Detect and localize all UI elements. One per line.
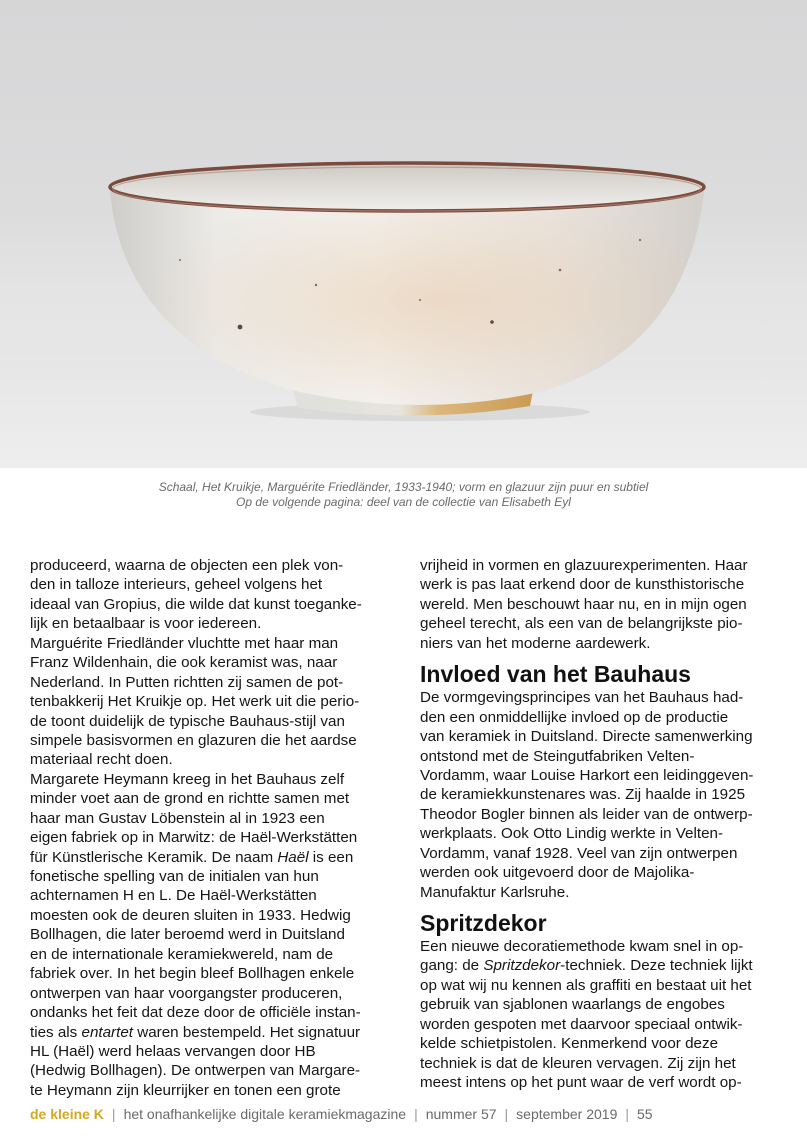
text-line: De vormgevingsprincipes van het Bauhaus had-: [420, 689, 744, 707]
text-line: techniek is dat de kleuren vervagen. Zij zijn het: [420, 1054, 736, 1072]
magazine-brand: de kleine K: [30, 1106, 104, 1122]
text-line: niers van het moderne aardewerk.: [420, 634, 651, 652]
text-line: HL (Haël) werd helaas vervangen door HB: [30, 1042, 316, 1060]
text-line: Bollhagen, die later beroemd werd in Duitsland: [30, 926, 345, 944]
text-segment: is een: [308, 848, 354, 866]
text-line: Theodor Bogler binnen als leider van de ontwerp-: [420, 805, 753, 823]
page-number: 55: [637, 1106, 653, 1122]
italic-term: entartet: [81, 1023, 134, 1041]
italic-term: Haël: [277, 848, 309, 866]
section-heading-bauhaus: Invloed van het Bauhaus: [420, 661, 691, 688]
page-footer: [30, 1105, 790, 1123]
text-segment: ties als: [30, 1023, 82, 1041]
text-segment: waren bestempeld. Het signatuur: [133, 1023, 361, 1041]
footer-separator: |: [625, 1106, 629, 1122]
bowl-photo: [0, 0, 807, 468]
text-line: werk is pas laat erkend door de kunsthistorische: [420, 576, 745, 594]
text-line: fonetische spelling van de initialen van hun: [30, 868, 319, 885]
text-line: de keramiekkunstenares was. Zij haalde in 1925: [420, 786, 746, 804]
text-line: kelde schietpistolen. Kenmerkend voor deze: [420, 1035, 719, 1053]
text-line: Een nieuwe decoratiemethode kwam snel in op-: [420, 938, 744, 955]
text-line: Marguérite Friedländer vluchtte met haar man: [30, 634, 339, 652]
caption-line-1: Schaal, Het Kruikje, Marguérite Friedländer, 1933-1940; vorm en glazuur zijn puur en subtiel: [158, 480, 649, 494]
text-line: en de internationale keramiekwereld, nam de: [30, 945, 334, 963]
text-line: den in talloze interieurs, geheel volgens het: [30, 576, 323, 594]
text-line: wereld. Men beschouwt haar nu, en in mijn ogen: [420, 595, 747, 613]
text-line: [30, 1023, 392, 1042]
text-line: ondanks het feit dat deze door de officiële instan-: [30, 1004, 361, 1022]
magazine-tagline: het onafhankelijke digitale keramiekmagazine: [123, 1106, 407, 1122]
text-line: Nederland. In Putten richtten zij samen de pot-: [30, 673, 344, 691]
left-column: [30, 556, 392, 1100]
text-line: de toont duidelijk de typische Bauhaus-stijl van: [30, 712, 345, 730]
text-line: moesten ook de deuren sluiten in 1933. Hedwig: [30, 906, 351, 924]
text-line: te Heymann zijn kleurrijker en tonen een grote: [30, 1081, 341, 1099]
text-line: op wat wij nu kennen als graffiti en bestaat uit het: [420, 976, 752, 994]
text-segment: -techniek. Deze techniek lijkt: [560, 957, 753, 975]
text-line: Franz Wildenhain, die ook keramist was, naar: [30, 654, 338, 672]
text-line: geheel terecht, als een van de belangrijkste pio-: [420, 615, 743, 633]
text-line: Vordamm, vanaf 1928. Veel van zijn ontwerpen: [420, 844, 738, 862]
text-line: produceerd, waarna de objecten een plek von-: [30, 557, 344, 574]
footer-separator: |: [111, 1106, 116, 1122]
issue-date: september 2019: [516, 1106, 618, 1122]
text-line: van keramiek in Duitsland. Directe samenwerking: [420, 728, 753, 746]
text-line: achternamen H en L. De Haël-Werkstätten: [30, 887, 317, 905]
issue-number: nummer 57: [425, 1106, 497, 1122]
text-line: den een onmiddellijke invloed op de productie: [420, 708, 729, 726]
text-line: materiaal recht doen.: [30, 751, 173, 769]
text-line: meest intens op het punt waar de verf wordt op-: [420, 1074, 742, 1092]
text-line: [30, 848, 392, 867]
text-line: fabriek over. In het begin bleef Bollhagen enkele: [30, 965, 355, 983]
text-line: (Hedwig Bollhagen). De ontwerpen van Margare-: [30, 1062, 361, 1080]
footer-separator: |: [504, 1106, 509, 1122]
text-line: [420, 956, 782, 975]
text-line: werden ook uitgevoerd door de Majolika-: [420, 864, 695, 882]
section-heading-spritzdekor: Spritzdekor: [420, 910, 547, 936]
text-line: Margarete Heymann kreeg in het Bauhaus zelf: [30, 770, 345, 788]
text-line: simpele basisvormen en glazuren die het aardse: [30, 731, 357, 749]
text-line: gebruik van sjablonen waarlangs de engobes: [420, 996, 725, 1014]
italic-term: Spritzdekor: [483, 957, 561, 975]
text-line: Manufaktur Karlsruhe.: [420, 883, 570, 901]
text-segment: für Künstlerische Keramik. De naam: [30, 848, 278, 866]
text-line: ideaal van Gropius, die wilde dat kunst toeganke-: [30, 595, 362, 613]
text-line: haar man Gustav Löbenstein al in 1923 een: [30, 809, 325, 827]
text-line: minder voet aan de grond en richtte samen met: [30, 790, 350, 808]
text-line: worden gespoten met daarvoor speciaal ontwik-: [420, 1015, 743, 1033]
text-segment: gang: de: [420, 957, 484, 975]
text-line: eigen fabriek op in Marwitz: de Haël-Werkstätten: [30, 829, 358, 847]
footer-separator: |: [414, 1106, 418, 1122]
photo-caption: [0, 480, 807, 510]
text-line: lijk en betaalbaar is voor iedereen.: [30, 615, 262, 633]
text-line: ontwerpen van haar voorgangster produceren,: [30, 984, 343, 1002]
right-column: [420, 556, 782, 1093]
text-line: ontstond met de Steingutfabriken Velten-: [420, 747, 695, 765]
text-line: tenbakkerij Het Kruikje op. Het werk uit die perio-: [30, 693, 360, 711]
text-line: Vordamm, waar Louise Harkort een leidinggeven-: [420, 766, 754, 784]
text-line: vrijheid in vormen en glazuurexperimenten. Haar: [420, 557, 748, 574]
text-line: werkplaats. Ook Otto Lindig werkte in Velten-: [420, 825, 724, 843]
bowl-illustration: [0, 0, 807, 468]
caption-line-2: Op de volgende pagina: deel van de collectie van Elisabeth Eyl: [236, 495, 571, 509]
